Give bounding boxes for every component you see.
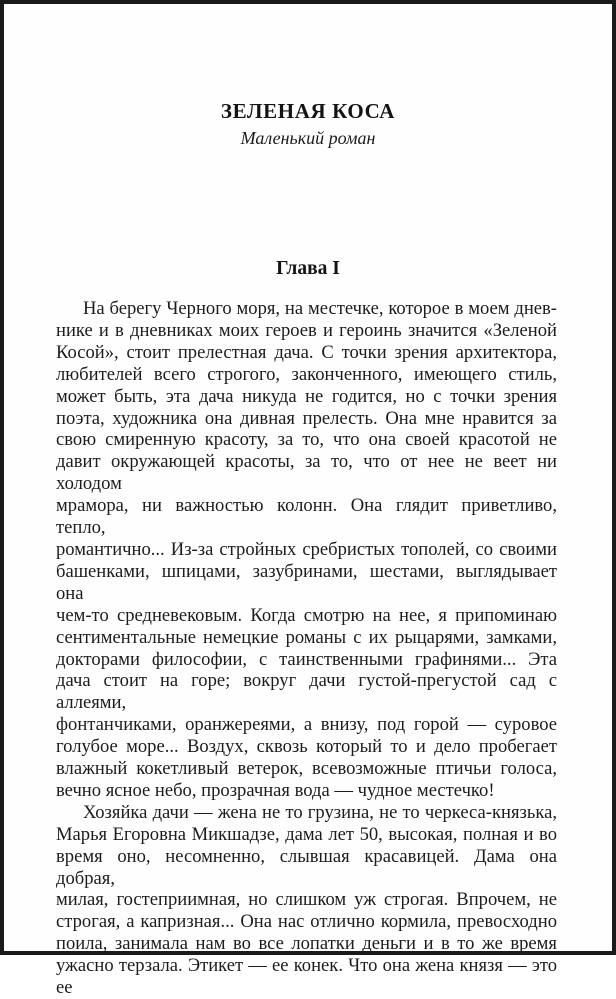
text-line: дача стоит на горе; вокруг дачи густой-прегустой сад с аллеями, [56, 670, 557, 714]
text-line: чем-то средневековым. Когда смотрю на нее, я припоминаю [56, 604, 557, 626]
text-line: башенками, шпицами, зазубринами, шестами, выглядывает она [56, 560, 557, 604]
text-line: На берегу Черного моря, на местечке, которое в моем днев- [83, 298, 557, 319]
text-line: Косой», стоит прелестная дача. С точки зрения архитектора, [56, 341, 557, 363]
text-line: докторами философии, с таинственными графинями... Эта [56, 648, 557, 670]
text-line: Хозяйка дачи — жена не то грузина, не то черкеса-князька, [83, 801, 557, 823]
text-line: строгая, а капризная... Она нас отлично кормила, превосходно [56, 911, 557, 933]
text-line: нике и в дневниках моих героев и героинь значится «Зеленой [56, 319, 557, 341]
text-line: свою смиренную красоту, за то, что она своей красотой не [56, 429, 557, 451]
text-line: голубое море... Воздух, сквозь который то и дело пробегает [56, 736, 557, 758]
paragraph [56, 298, 557, 802]
text-line: ужасно терзала. Этикет — ее конек. Что она жена князя — это ее [56, 955, 557, 999]
text-line: время оно, несомненно, слывшая красавицей. Дама она добрая, [56, 845, 557, 889]
text-line: мрамора, ни важностью колонн. Она глядит приветливо, тепло, [56, 495, 557, 539]
text-line: сентиментальные немецкие романы с их рыцарями, замками, [56, 626, 557, 648]
text-line: вечно ясное небо, прозрачная вода — чудное местечко! [56, 779, 495, 801]
text-line: милая, гостеприимная, но слишком уж строгая. Впрочем, не [56, 889, 557, 911]
body-text [56, 298, 557, 999]
text-line: романтично... Из-за стройных сребристых тополей, со своими [56, 538, 557, 560]
text-line: любителей всего строгого, законченного, имеющего стиль, [56, 363, 557, 385]
paragraph [56, 802, 557, 999]
text-line: поэта, художника она дивная прелесть. Она мне нравится за [56, 407, 557, 429]
text-line: фонтанчиками, оранжереями, а внизу, под горой — суровое [56, 714, 557, 736]
text-line: Марья Егоровна Микшадзе, дама лет 50, высокая, полная и во [56, 823, 557, 845]
story-title: ЗЕЛЕНАЯ КОСА [220, 99, 396, 123]
text-line: поила, занимала нам во все лопатки деньги и в то же время [56, 933, 557, 955]
text-line: влажный кокетливый ветерок, всевозможные птичьи голоса, [56, 758, 557, 780]
text-line: давит окружающей красоты, за то, что от нее не веет ни холодом [56, 451, 557, 495]
story-subtitle: Маленький роман [240, 128, 376, 148]
text-line: может быть, эта дача никуда не годится, но с точки зрения [56, 385, 557, 407]
chapter-heading: Глава I [276, 258, 340, 279]
